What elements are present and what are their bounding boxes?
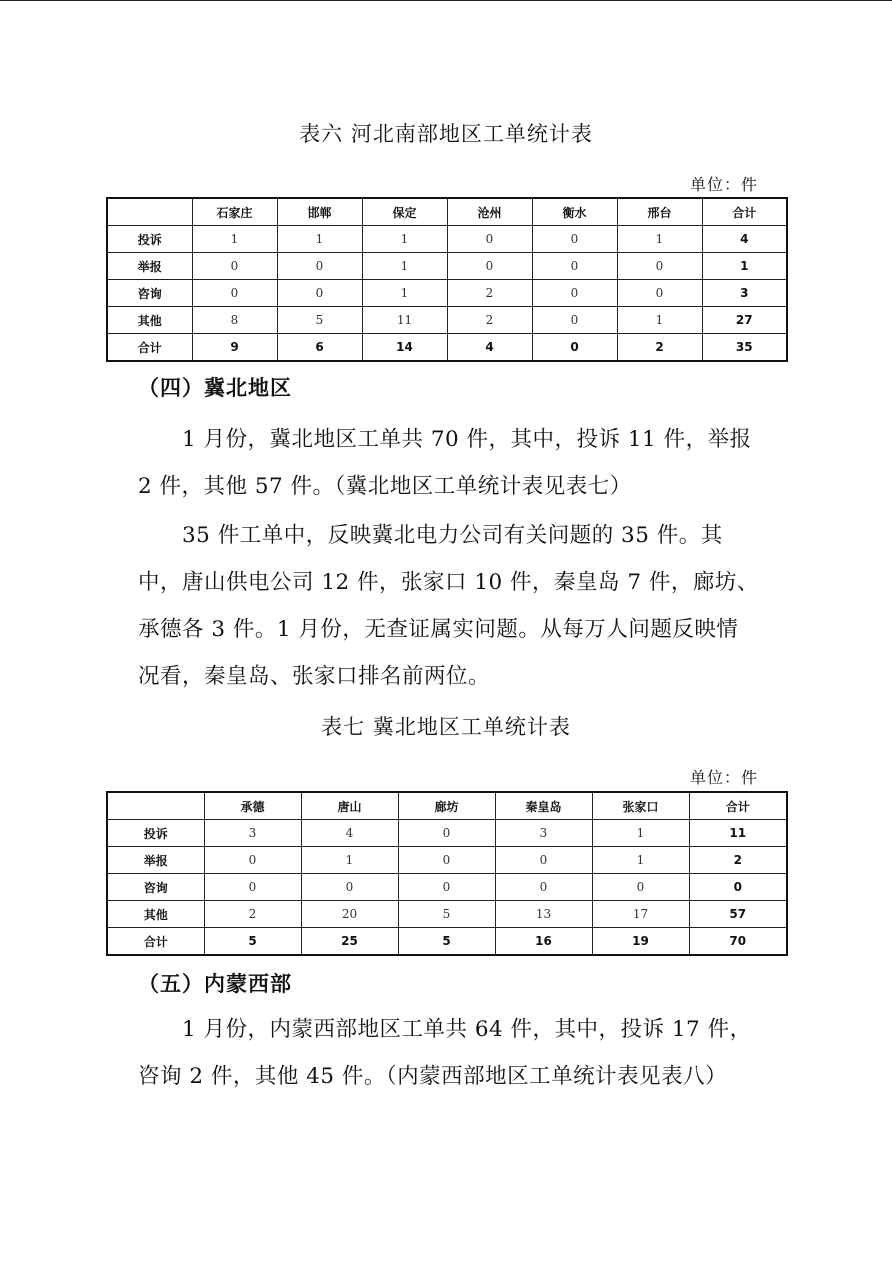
table7-cell: 0 bbox=[495, 847, 592, 874]
table6-col-header: 石家庄 bbox=[192, 198, 277, 226]
table7-cell: 0 bbox=[398, 820, 495, 847]
table7-row bbox=[107, 847, 787, 874]
table6-col-header: 邢台 bbox=[617, 198, 702, 226]
table6-cell: 1 bbox=[362, 253, 447, 280]
table6-cell: 0 bbox=[617, 280, 702, 307]
table7-row-total: 11 bbox=[689, 820, 787, 847]
table6-col-header: 保定 bbox=[362, 198, 447, 226]
table7-row bbox=[107, 820, 787, 847]
table6-header-row bbox=[107, 198, 787, 226]
table7-cell: 1 bbox=[301, 847, 398, 874]
table6-unit: 单位：件 bbox=[689, 175, 758, 194]
table7-col-header: 秦皇岛 bbox=[495, 792, 592, 820]
table7-cell: 3 bbox=[204, 820, 301, 847]
table6-col-header: 衡水 bbox=[532, 198, 617, 226]
table7-cell: 0 bbox=[204, 874, 301, 901]
table6-cell: 6 bbox=[277, 334, 362, 362]
section4-para1: 1 月份，冀北地区工单共 70 件，其中，投诉 11 件，举报 2 件，其他 57 件。（冀北地区工单统计表见表七） bbox=[138, 427, 752, 499]
table6-row bbox=[107, 334, 787, 362]
table6-cell: 9 bbox=[192, 334, 277, 362]
table7-cell: 19 bbox=[592, 928, 689, 956]
table7-cell: 0 bbox=[592, 874, 689, 901]
table7-row bbox=[107, 928, 787, 956]
table6-row bbox=[107, 280, 787, 307]
table6-col-header: 沧州 bbox=[447, 198, 532, 226]
table7-cell: 0 bbox=[495, 874, 592, 901]
table7-row-label: 其他 bbox=[107, 901, 204, 928]
table6-col-header bbox=[107, 198, 192, 226]
table6-cell: 1 bbox=[277, 226, 362, 253]
section5-heading: （五）内蒙西部 bbox=[138, 972, 292, 996]
table6-cell: 0 bbox=[532, 253, 617, 280]
table6-caption: 表六 河北南部地区工单统计表 bbox=[299, 122, 593, 146]
table6-cell: 11 bbox=[362, 307, 447, 334]
table7-cell: 20 bbox=[301, 901, 398, 928]
table7-col-header: 张家口 bbox=[592, 792, 689, 820]
table6-cell: 0 bbox=[617, 253, 702, 280]
table6-row-label: 投诉 bbox=[107, 226, 192, 253]
table7-cell: 0 bbox=[398, 874, 495, 901]
table6-row bbox=[107, 307, 787, 334]
table6-cell: 0 bbox=[532, 307, 617, 334]
table6-col-header: 合计 bbox=[702, 198, 787, 226]
table7-cell: 16 bbox=[495, 928, 592, 956]
table7-cell: 5 bbox=[398, 901, 495, 928]
table7-row-total: 0 bbox=[689, 874, 787, 901]
table6-cell: 0 bbox=[532, 226, 617, 253]
table7-cell: 4 bbox=[301, 820, 398, 847]
table6-cell: 14 bbox=[362, 334, 447, 362]
table6-cell: 2 bbox=[447, 307, 532, 334]
table7-col-header: 唐山 bbox=[301, 792, 398, 820]
section4-para2: 35 件工单中，反映冀北电力公司有关问题的 35 件。其中，唐山供电公司 12 件，张家口 10 件，秦皇岛 7 件，廊坊、承德各 3 件。1 月份，无查证属实问题。从每万人问题反映情况看，秦皇岛、张家口排名前两位。 bbox=[138, 523, 759, 689]
table6-cell: 1 bbox=[192, 226, 277, 253]
table7-col-header bbox=[107, 792, 204, 820]
table6-row-label: 其他 bbox=[107, 307, 192, 334]
table7-row-total: 57 bbox=[689, 901, 787, 928]
table6-cell: 2 bbox=[617, 334, 702, 362]
table7-row bbox=[107, 874, 787, 901]
table6-cell: 0 bbox=[532, 280, 617, 307]
page-top-border bbox=[0, 0, 892, 1]
table7-row-label: 投诉 bbox=[107, 820, 204, 847]
table6-row-total: 1 bbox=[702, 253, 787, 280]
table7-cell: 0 bbox=[398, 847, 495, 874]
table6-cell: 1 bbox=[362, 280, 447, 307]
table6-row-total: 27 bbox=[702, 307, 787, 334]
table7-header-row bbox=[107, 792, 787, 820]
table6-row bbox=[107, 253, 787, 280]
table7-col-header: 合计 bbox=[689, 792, 787, 820]
table6-row-label: 合计 bbox=[107, 334, 192, 362]
table6-cell: 1 bbox=[617, 226, 702, 253]
table6-cell: 2 bbox=[447, 280, 532, 307]
table6-row-label: 咨询 bbox=[107, 280, 192, 307]
section5-para1: 1 月份，内蒙西部地区工单共 64 件，其中，投诉 17 件，咨询 2 件，其他 45 件。（内蒙西部地区工单统计表见表八） bbox=[138, 1017, 752, 1089]
table7-cell: 0 bbox=[204, 847, 301, 874]
table7-row-label: 合计 bbox=[107, 928, 204, 956]
table7-cell: 13 bbox=[495, 901, 592, 928]
table7-row-total: 2 bbox=[689, 847, 787, 874]
table6-cell: 0 bbox=[447, 226, 532, 253]
table6 bbox=[106, 197, 788, 362]
table7-row-label: 咨询 bbox=[107, 874, 204, 901]
table6-cell: 0 bbox=[192, 280, 277, 307]
table7-cell: 17 bbox=[592, 901, 689, 928]
section4-heading: （四）冀北地区 bbox=[138, 376, 292, 400]
table6-cell: 0 bbox=[277, 280, 362, 307]
table7-cell: 2 bbox=[204, 901, 301, 928]
table7-cell: 0 bbox=[301, 874, 398, 901]
table7-row-total: 70 bbox=[689, 928, 787, 956]
table7-cell: 3 bbox=[495, 820, 592, 847]
table6-row-total: 35 bbox=[702, 334, 787, 362]
table7-row-label: 举报 bbox=[107, 847, 204, 874]
table7-cell: 25 bbox=[301, 928, 398, 956]
table7 bbox=[106, 791, 788, 956]
table7-cell: 1 bbox=[592, 847, 689, 874]
table6-cell: 8 bbox=[192, 307, 277, 334]
table7-cell: 1 bbox=[592, 820, 689, 847]
table6-cell: 4 bbox=[447, 334, 532, 362]
table6-cell: 5 bbox=[277, 307, 362, 334]
table6-row-total: 4 bbox=[702, 226, 787, 253]
table7-col-header: 承德 bbox=[204, 792, 301, 820]
table6-row bbox=[107, 226, 787, 253]
table6-row-label: 举报 bbox=[107, 253, 192, 280]
table6-cell: 0 bbox=[447, 253, 532, 280]
table6-cell: 0 bbox=[532, 334, 617, 362]
table6-row-total: 3 bbox=[702, 280, 787, 307]
table6-cell: 1 bbox=[617, 307, 702, 334]
table7-col-header: 廊坊 bbox=[398, 792, 495, 820]
table6-cell: 1 bbox=[362, 226, 447, 253]
table7-cell: 5 bbox=[204, 928, 301, 956]
table7-unit: 单位：件 bbox=[689, 768, 758, 787]
table6-col-header: 邯郸 bbox=[277, 198, 362, 226]
table6-cell: 0 bbox=[192, 253, 277, 280]
table7-cell: 5 bbox=[398, 928, 495, 956]
table7-row bbox=[107, 901, 787, 928]
table6-cell: 0 bbox=[277, 253, 362, 280]
table7-caption: 表七 冀北地区工单统计表 bbox=[321, 715, 571, 739]
